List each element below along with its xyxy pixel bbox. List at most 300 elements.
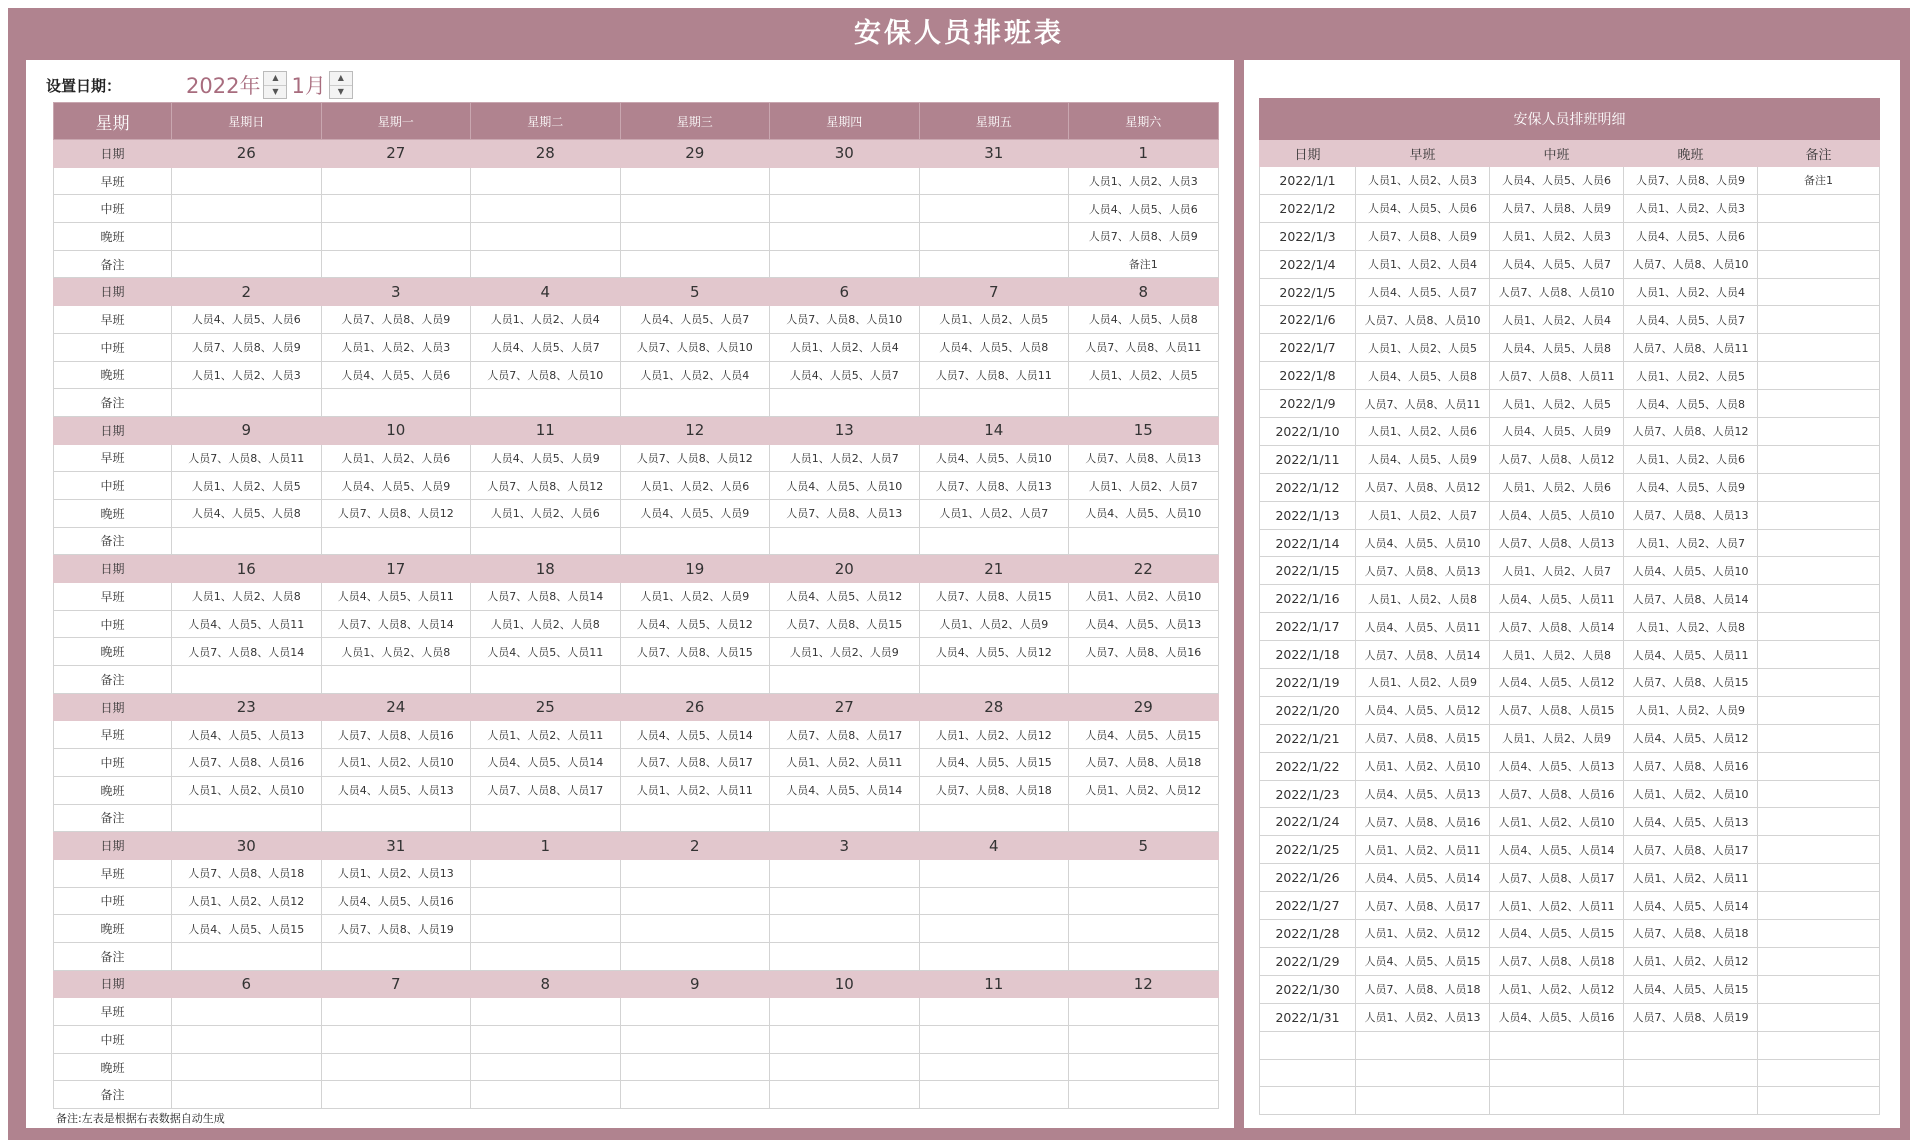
shift-cell[interactable]: 人员4、人员5、人员11 <box>471 638 621 666</box>
shift-cell[interactable]: 人员1、人员2、人员5 <box>172 472 322 500</box>
shift-cell[interactable] <box>770 223 920 251</box>
date-cell[interactable]: 18 <box>471 555 621 583</box>
date-cell[interactable]: 30 <box>770 140 920 168</box>
shift-cell[interactable] <box>620 915 770 943</box>
detail-cell[interactable]: 人员1、人员2、人员8 <box>1490 641 1624 669</box>
shift-cell[interactable] <box>770 887 920 915</box>
date-cell[interactable]: 20 <box>770 555 920 583</box>
detail-cell[interactable]: 人员1、人员2、人员5 <box>1624 362 1758 390</box>
shift-cell[interactable]: 人员7、人员8、人员18 <box>172 859 322 887</box>
shift-cell[interactable] <box>321 666 471 694</box>
detail-cell[interactable]: 人员7、人员8、人员15 <box>1624 669 1758 697</box>
detail-date-cell[interactable]: 2022/1/30 <box>1260 975 1356 1003</box>
detail-date-cell[interactable]: 2022/1/31 <box>1260 1003 1356 1031</box>
shift-cell[interactable]: 人员1、人员2、人员10 <box>172 776 322 804</box>
detail-cell[interactable] <box>1758 585 1880 613</box>
detail-cell[interactable] <box>1490 1031 1624 1059</box>
detail-cell[interactable]: 人员7、人员8、人员9 <box>1356 222 1490 250</box>
month-spinner[interactable] <box>329 71 353 99</box>
detail-cell[interactable] <box>1758 445 1880 473</box>
detail-cell[interactable] <box>1758 696 1880 724</box>
detail-cell[interactable]: 人员7、人员8、人员9 <box>1490 194 1624 222</box>
detail-date-cell[interactable]: 2022/1/16 <box>1260 585 1356 613</box>
shift-cell[interactable]: 人员4、人员5、人员12 <box>770 583 920 611</box>
detail-date-cell[interactable]: 2022/1/17 <box>1260 613 1356 641</box>
date-cell[interactable]: 28 <box>471 140 621 168</box>
shift-cell[interactable]: 人员4、人员5、人员15 <box>919 749 1069 777</box>
detail-date-cell[interactable]: 2022/1/1 <box>1260 167 1356 195</box>
shift-cell[interactable] <box>919 250 1069 278</box>
shift-cell[interactable]: 人员7、人员8、人员13 <box>770 499 920 527</box>
date-cell[interactable]: 27 <box>321 140 471 168</box>
shift-cell[interactable] <box>172 1081 322 1109</box>
detail-date-cell[interactable]: 2022/1/4 <box>1260 250 1356 278</box>
shift-cell[interactable] <box>172 527 322 555</box>
detail-cell[interactable]: 人员1、人员2、人员11 <box>1624 864 1758 892</box>
shift-cell[interactable]: 人员4、人员5、人员10 <box>1069 499 1219 527</box>
date-cell[interactable]: 30 <box>172 832 322 860</box>
detail-date-cell[interactable] <box>1260 1059 1356 1087</box>
detail-cell[interactable]: 人员1、人员2、人员3 <box>1356 167 1490 195</box>
detail-cell[interactable]: 人员1、人员2、人员4 <box>1624 278 1758 306</box>
shift-cell[interactable]: 人员7、人员8、人员17 <box>471 776 621 804</box>
date-cell[interactable]: 6 <box>770 278 920 306</box>
shift-cell[interactable]: 人员1、人员2、人员7 <box>1069 472 1219 500</box>
shift-cell[interactable]: 人员1、人员2、人员12 <box>919 721 1069 749</box>
detail-cell[interactable]: 人员4、人员5、人员11 <box>1356 613 1490 641</box>
date-cell[interactable]: 21 <box>919 555 1069 583</box>
shift-cell[interactable]: 人员7、人员8、人员13 <box>1069 444 1219 472</box>
shift-cell[interactable]: 人员4、人员5、人员7 <box>770 361 920 389</box>
detail-cell[interactable]: 人员4、人员5、人员7 <box>1356 278 1490 306</box>
shift-cell[interactable]: 人员7、人员8、人员17 <box>620 749 770 777</box>
shift-cell[interactable] <box>770 804 920 832</box>
shift-cell[interactable]: 人员4、人员5、人员15 <box>1069 721 1219 749</box>
detail-cell[interactable]: 人员7、人员8、人员16 <box>1624 752 1758 780</box>
shift-cell[interactable] <box>620 223 770 251</box>
detail-cell[interactable]: 人员4、人员5、人员12 <box>1624 724 1758 752</box>
shift-cell[interactable]: 人员7、人员8、人员10 <box>471 361 621 389</box>
shift-cell[interactable]: 人员7、人员8、人员11 <box>172 444 322 472</box>
shift-cell[interactable] <box>1069 859 1219 887</box>
shift-cell[interactable] <box>770 915 920 943</box>
detail-cell[interactable] <box>1758 390 1880 418</box>
date-cell[interactable]: 28 <box>919 693 1069 721</box>
shift-cell[interactable]: 人员1、人员2、人员3 <box>172 361 322 389</box>
shift-cell[interactable] <box>172 1053 322 1081</box>
shift-cell[interactable]: 人员1、人员2、人员6 <box>471 499 621 527</box>
shift-cell[interactable] <box>620 887 770 915</box>
shift-cell[interactable]: 人员7、人员8、人员9 <box>321 306 471 334</box>
detail-cell[interactable] <box>1758 808 1880 836</box>
detail-date-cell[interactable]: 2022/1/22 <box>1260 752 1356 780</box>
year-up-icon[interactable]: ▲ <box>264 72 286 86</box>
shift-cell[interactable]: 人员7、人员8、人员17 <box>770 721 920 749</box>
shift-cell[interactable]: 人员1、人员2、人员9 <box>770 638 920 666</box>
shift-cell[interactable] <box>471 223 621 251</box>
detail-cell[interactable]: 人员7、人员8、人员11 <box>1490 362 1624 390</box>
detail-date-cell[interactable]: 2022/1/3 <box>1260 222 1356 250</box>
detail-date-cell[interactable]: 2022/1/13 <box>1260 501 1356 529</box>
shift-cell[interactable]: 人员4、人员5、人员8 <box>1069 306 1219 334</box>
date-cell[interactable]: 8 <box>1069 278 1219 306</box>
shift-cell[interactable]: 人员7、人员8、人员14 <box>471 583 621 611</box>
detail-date-cell[interactable]: 2022/1/9 <box>1260 390 1356 418</box>
detail-cell[interactable] <box>1490 1087 1624 1115</box>
shift-cell[interactable] <box>1069 1081 1219 1109</box>
date-cell[interactable]: 14 <box>919 416 1069 444</box>
shift-cell[interactable] <box>919 942 1069 970</box>
shift-cell[interactable]: 人员1、人员2、人员13 <box>321 859 471 887</box>
shift-cell[interactable]: 人员4、人员5、人员13 <box>172 721 322 749</box>
detail-date-cell[interactable]: 2022/1/8 <box>1260 362 1356 390</box>
detail-cell[interactable]: 人员4、人员5、人员7 <box>1490 250 1624 278</box>
detail-cell[interactable]: 人员4、人员5、人员6 <box>1624 222 1758 250</box>
detail-cell[interactable]: 人员1、人员2、人员4 <box>1490 306 1624 334</box>
date-cell[interactable]: 11 <box>471 416 621 444</box>
shift-cell[interactable] <box>1069 942 1219 970</box>
detail-cell[interactable]: 人员4、人员5、人员12 <box>1490 669 1624 697</box>
shift-cell[interactable] <box>919 915 1069 943</box>
shift-cell[interactable] <box>471 666 621 694</box>
shift-cell[interactable] <box>321 389 471 417</box>
shift-cell[interactable] <box>172 389 322 417</box>
shift-cell[interactable] <box>321 223 471 251</box>
shift-cell[interactable] <box>172 942 322 970</box>
date-cell[interactable]: 10 <box>321 416 471 444</box>
shift-cell[interactable]: 人员1、人员2、人员4 <box>620 361 770 389</box>
date-cell[interactable]: 6 <box>172 970 322 998</box>
detail-cell[interactable] <box>1624 1059 1758 1087</box>
detail-cell[interactable] <box>1758 473 1880 501</box>
shift-cell[interactable] <box>471 1053 621 1081</box>
detail-cell[interactable]: 人员4、人员5、人员13 <box>1356 780 1490 808</box>
detail-cell[interactable] <box>1758 724 1880 752</box>
detail-cell[interactable]: 人员1、人员2、人员4 <box>1356 250 1490 278</box>
detail-date-cell[interactable]: 2022/1/2 <box>1260 194 1356 222</box>
shift-cell[interactable] <box>471 167 621 195</box>
detail-cell[interactable]: 人员1、人员2、人员5 <box>1356 334 1490 362</box>
shift-cell[interactable] <box>172 167 322 195</box>
detail-cell[interactable]: 人员7、人员8、人员13 <box>1490 529 1624 557</box>
shift-cell[interactable] <box>1069 887 1219 915</box>
shift-cell[interactable] <box>172 195 322 223</box>
date-cell[interactable]: 12 <box>620 416 770 444</box>
shift-cell[interactable] <box>471 804 621 832</box>
detail-cell[interactable]: 人员1、人员2、人员7 <box>1490 557 1624 585</box>
year-spinner[interactable] <box>263 71 287 99</box>
shift-cell[interactable]: 备注1 <box>1069 250 1219 278</box>
detail-cell[interactable] <box>1758 557 1880 585</box>
detail-date-cell[interactable]: 2022/1/15 <box>1260 557 1356 585</box>
detail-cell[interactable]: 人员4、人员5、人员14 <box>1490 836 1624 864</box>
detail-cell[interactable]: 人员4、人员5、人员15 <box>1490 920 1624 948</box>
detail-cell[interactable]: 人员4、人员5、人员9 <box>1490 418 1624 446</box>
date-cell[interactable]: 12 <box>1069 970 1219 998</box>
detail-date-cell[interactable] <box>1260 1031 1356 1059</box>
detail-cell[interactable]: 人员7、人员8、人员14 <box>1624 585 1758 613</box>
date-cell[interactable]: 24 <box>321 693 471 721</box>
detail-cell[interactable] <box>1758 362 1880 390</box>
detail-cell[interactable]: 人员1、人员2、人员9 <box>1356 669 1490 697</box>
detail-cell[interactable]: 人员4、人员5、人员14 <box>1356 864 1490 892</box>
detail-cell[interactable]: 人员4、人员5、人员11 <box>1624 641 1758 669</box>
shift-cell[interactable] <box>919 167 1069 195</box>
shift-cell[interactable]: 人员7、人员8、人员10 <box>770 306 920 334</box>
shift-cell[interactable] <box>471 1081 621 1109</box>
shift-cell[interactable]: 人员4、人员5、人员6 <box>172 306 322 334</box>
detail-cell[interactable]: 人员4、人员5、人员14 <box>1624 892 1758 920</box>
shift-cell[interactable] <box>919 1026 1069 1054</box>
detail-date-cell[interactable]: 2022/1/24 <box>1260 808 1356 836</box>
shift-cell[interactable]: 人员4、人员5、人员14 <box>620 721 770 749</box>
detail-date-cell[interactable]: 2022/1/28 <box>1260 920 1356 948</box>
detail-cell[interactable] <box>1356 1087 1490 1115</box>
detail-cell[interactable] <box>1758 836 1880 864</box>
detail-cell[interactable] <box>1758 418 1880 446</box>
shift-cell[interactable] <box>471 389 621 417</box>
shift-cell[interactable]: 人员4、人员5、人员7 <box>620 306 770 334</box>
detail-cell[interactable] <box>1624 1087 1758 1115</box>
detail-cell[interactable]: 人员1、人员2、人员12 <box>1356 920 1490 948</box>
shift-cell[interactable]: 人员1、人员2、人员6 <box>321 444 471 472</box>
shift-cell[interactable] <box>620 1026 770 1054</box>
detail-cell[interactable]: 人员1、人员2、人员6 <box>1624 445 1758 473</box>
shift-cell[interactable]: 人员4、人员5、人员6 <box>321 361 471 389</box>
detail-cell[interactable]: 人员1、人员2、人员12 <box>1490 975 1624 1003</box>
detail-cell[interactable]: 人员7、人员8、人员17 <box>1624 836 1758 864</box>
detail-cell[interactable]: 人员1、人员2、人员11 <box>1490 892 1624 920</box>
detail-date-cell[interactable]: 2022/1/23 <box>1260 780 1356 808</box>
shift-cell[interactable] <box>620 167 770 195</box>
shift-cell[interactable] <box>1069 389 1219 417</box>
shift-cell[interactable]: 人员7、人员8、人员12 <box>620 444 770 472</box>
shift-cell[interactable] <box>471 887 621 915</box>
shift-cell[interactable] <box>1069 527 1219 555</box>
detail-cell[interactable]: 人员7、人员8、人员10 <box>1624 250 1758 278</box>
detail-cell[interactable]: 人员4、人员5、人员8 <box>1490 334 1624 362</box>
detail-cell[interactable]: 人员7、人员8、人员10 <box>1356 306 1490 334</box>
detail-cell[interactable]: 人员7、人员8、人员9 <box>1624 167 1758 195</box>
detail-cell[interactable] <box>1758 613 1880 641</box>
detail-cell[interactable]: 人员7、人员8、人员10 <box>1490 278 1624 306</box>
shift-cell[interactable] <box>770 527 920 555</box>
shift-cell[interactable] <box>471 250 621 278</box>
shift-cell[interactable]: 人员4、人员5、人员14 <box>471 749 621 777</box>
shift-cell[interactable]: 人员1、人员2、人员10 <box>1069 583 1219 611</box>
shift-cell[interactable] <box>919 859 1069 887</box>
shift-cell[interactable]: 人员4、人员5、人员8 <box>172 499 322 527</box>
month-value[interactable]: 1月 <box>291 74 326 98</box>
shift-cell[interactable] <box>321 804 471 832</box>
detail-cell[interactable] <box>1758 529 1880 557</box>
detail-date-cell[interactable]: 2022/1/25 <box>1260 836 1356 864</box>
shift-cell[interactable]: 人员4、人员5、人员11 <box>321 583 471 611</box>
detail-date-cell[interactable]: 2022/1/18 <box>1260 641 1356 669</box>
shift-cell[interactable] <box>770 1053 920 1081</box>
detail-date-cell[interactable]: 2022/1/11 <box>1260 445 1356 473</box>
shift-cell[interactable]: 人员1、人员2、人员11 <box>620 776 770 804</box>
detail-cell[interactable]: 人员1、人员2、人员3 <box>1490 222 1624 250</box>
shift-cell[interactable] <box>919 998 1069 1026</box>
date-cell[interactable]: 26 <box>620 693 770 721</box>
detail-date-cell[interactable]: 2022/1/21 <box>1260 724 1356 752</box>
detail-cell[interactable]: 人员7、人员8、人员16 <box>1356 808 1490 836</box>
detail-cell[interactable] <box>1758 975 1880 1003</box>
detail-cell[interactable] <box>1758 250 1880 278</box>
detail-cell[interactable]: 人员7、人员8、人员15 <box>1356 724 1490 752</box>
detail-cell[interactable]: 人员7、人员8、人员15 <box>1490 696 1624 724</box>
shift-cell[interactable]: 人员4、人员5、人员15 <box>172 915 322 943</box>
shift-cell[interactable] <box>471 195 621 223</box>
shift-cell[interactable] <box>620 527 770 555</box>
date-cell[interactable]: 26 <box>172 140 322 168</box>
shift-cell[interactable] <box>919 1053 1069 1081</box>
detail-cell[interactable]: 人员7、人员8、人员18 <box>1490 947 1624 975</box>
shift-cell[interactable] <box>770 250 920 278</box>
shift-cell[interactable] <box>1069 1026 1219 1054</box>
detail-cell[interactable] <box>1758 306 1880 334</box>
shift-cell[interactable]: 人员1、人员2、人员6 <box>620 472 770 500</box>
shift-cell[interactable]: 人员1、人员2、人员9 <box>919 610 1069 638</box>
detail-cell[interactable] <box>1758 222 1880 250</box>
date-cell[interactable]: 22 <box>1069 555 1219 583</box>
shift-cell[interactable]: 人员4、人员5、人员7 <box>471 333 621 361</box>
detail-cell[interactable]: 人员1、人员2、人员6 <box>1490 473 1624 501</box>
detail-cell[interactable]: 人员7、人员8、人员14 <box>1490 613 1624 641</box>
shift-cell[interactable] <box>471 1026 621 1054</box>
shift-cell[interactable] <box>1069 666 1219 694</box>
detail-cell[interactable]: 人员4、人员5、人员16 <box>1490 1003 1624 1031</box>
shift-cell[interactable] <box>770 389 920 417</box>
shift-cell[interactable]: 人员1、人员2、人员11 <box>770 749 920 777</box>
shift-cell[interactable] <box>620 859 770 887</box>
shift-cell[interactable] <box>620 250 770 278</box>
shift-cell[interactable] <box>620 1081 770 1109</box>
detail-date-cell[interactable]: 2022/1/29 <box>1260 947 1356 975</box>
detail-cell[interactable]: 人员1、人员2、人员9 <box>1490 724 1624 752</box>
detail-cell[interactable] <box>1758 892 1880 920</box>
shift-cell[interactable]: 人员7、人员8、人员14 <box>321 610 471 638</box>
detail-cell[interactable] <box>1758 1059 1880 1087</box>
shift-cell[interactable]: 人员7、人员8、人员18 <box>1069 749 1219 777</box>
detail-cell[interactable]: 人员7、人员8、人员11 <box>1624 334 1758 362</box>
shift-cell[interactable] <box>770 1026 920 1054</box>
date-cell[interactable]: 1 <box>471 832 621 860</box>
detail-cell[interactable] <box>1758 920 1880 948</box>
shift-cell[interactable] <box>770 859 920 887</box>
shift-cell[interactable] <box>172 223 322 251</box>
shift-cell[interactable] <box>321 998 471 1026</box>
shift-cell[interactable]: 人员7、人员8、人员9 <box>172 333 322 361</box>
shift-cell[interactable] <box>321 250 471 278</box>
detail-cell[interactable] <box>1758 194 1880 222</box>
detail-cell[interactable]: 人员4、人员5、人员15 <box>1356 947 1490 975</box>
detail-cell[interactable]: 人员1、人员2、人员10 <box>1356 752 1490 780</box>
detail-cell[interactable]: 人员4、人员5、人员8 <box>1356 362 1490 390</box>
shift-cell[interactable]: 人员4、人员5、人员12 <box>919 638 1069 666</box>
detail-cell[interactable]: 人员7、人员8、人员18 <box>1624 920 1758 948</box>
shift-cell[interactable] <box>1069 998 1219 1026</box>
detail-cell[interactable]: 人员4、人员5、人员9 <box>1624 473 1758 501</box>
shift-cell[interactable] <box>770 167 920 195</box>
shift-cell[interactable]: 人员1、人员2、人员8 <box>172 583 322 611</box>
shift-cell[interactable]: 人员4、人员5、人员9 <box>321 472 471 500</box>
detail-cell[interactable]: 人员4、人员5、人员11 <box>1490 585 1624 613</box>
date-cell[interactable]: 10 <box>770 970 920 998</box>
detail-cell[interactable]: 人员7、人员8、人员16 <box>1490 780 1624 808</box>
shift-cell[interactable] <box>919 804 1069 832</box>
date-cell[interactable]: 3 <box>321 278 471 306</box>
detail-cell[interactable]: 人员7、人员8、人员12 <box>1356 473 1490 501</box>
detail-cell[interactable]: 人员4、人员5、人员9 <box>1356 445 1490 473</box>
detail-cell[interactable]: 人员1、人员2、人员13 <box>1356 1003 1490 1031</box>
shift-cell[interactable] <box>471 998 621 1026</box>
detail-cell[interactable]: 人员7、人员8、人员12 <box>1490 445 1624 473</box>
date-cell[interactable]: 7 <box>919 278 1069 306</box>
detail-cell[interactable]: 人员1、人员2、人员5 <box>1490 390 1624 418</box>
shift-cell[interactable] <box>1069 1053 1219 1081</box>
detail-cell[interactable]: 人员7、人员8、人员13 <box>1624 501 1758 529</box>
date-cell[interactable]: 31 <box>919 140 1069 168</box>
shift-cell[interactable] <box>172 250 322 278</box>
detail-cell[interactable] <box>1758 1003 1880 1031</box>
date-cell[interactable]: 2 <box>620 832 770 860</box>
detail-cell[interactable]: 人员7、人员8、人员12 <box>1624 418 1758 446</box>
shift-cell[interactable]: 人员7、人员8、人员18 <box>919 776 1069 804</box>
date-cell[interactable]: 29 <box>1069 693 1219 721</box>
shift-cell[interactable]: 人员1、人员2、人员8 <box>321 638 471 666</box>
shift-cell[interactable]: 人员7、人员8、人员15 <box>620 638 770 666</box>
detail-cell[interactable]: 人员7、人员8、人员17 <box>1490 864 1624 892</box>
detail-date-cell[interactable]: 2022/1/5 <box>1260 278 1356 306</box>
detail-date-cell[interactable]: 2022/1/20 <box>1260 696 1356 724</box>
shift-cell[interactable]: 人员7、人员8、人员14 <box>172 638 322 666</box>
date-cell[interactable]: 4 <box>471 278 621 306</box>
shift-cell[interactable] <box>770 942 920 970</box>
shift-cell[interactable]: 人员4、人员5、人员9 <box>620 499 770 527</box>
detail-cell[interactable]: 人员1、人员2、人员10 <box>1624 780 1758 808</box>
detail-cell[interactable]: 人员4、人员5、人员13 <box>1624 808 1758 836</box>
shift-cell[interactable] <box>770 666 920 694</box>
shift-cell[interactable]: 人员7、人员8、人员11 <box>1069 333 1219 361</box>
detail-cell[interactable] <box>1758 334 1880 362</box>
shift-cell[interactable]: 人员4、人员5、人员10 <box>770 472 920 500</box>
detail-cell[interactable]: 人员1、人员2、人员10 <box>1490 808 1624 836</box>
shift-cell[interactable] <box>172 666 322 694</box>
detail-cell[interactable] <box>1758 641 1880 669</box>
shift-cell[interactable]: 人员4、人员5、人员12 <box>620 610 770 638</box>
shift-cell[interactable] <box>321 1081 471 1109</box>
detail-date-cell[interactable]: 2022/1/10 <box>1260 418 1356 446</box>
detail-cell[interactable]: 人员7、人员8、人员18 <box>1356 975 1490 1003</box>
shift-cell[interactable] <box>770 1081 920 1109</box>
detail-cell[interactable] <box>1758 278 1880 306</box>
detail-cell[interactable]: 人员4、人员5、人员6 <box>1356 194 1490 222</box>
date-cell[interactable]: 13 <box>770 416 920 444</box>
date-cell[interactable]: 9 <box>620 970 770 998</box>
detail-cell[interactable] <box>1624 1031 1758 1059</box>
detail-cell[interactable]: 人员1、人员2、人员12 <box>1624 947 1758 975</box>
shift-cell[interactable]: 人员1、人员2、人员7 <box>770 444 920 472</box>
shift-cell[interactable] <box>1069 804 1219 832</box>
detail-cell[interactable] <box>1758 752 1880 780</box>
detail-date-cell[interactable]: 2022/1/27 <box>1260 892 1356 920</box>
date-cell[interactable]: 5 <box>620 278 770 306</box>
shift-cell[interactable] <box>620 1053 770 1081</box>
shift-cell[interactable]: 人员1、人员2、人员12 <box>172 887 322 915</box>
detail-date-cell[interactable]: 2022/1/26 <box>1260 864 1356 892</box>
